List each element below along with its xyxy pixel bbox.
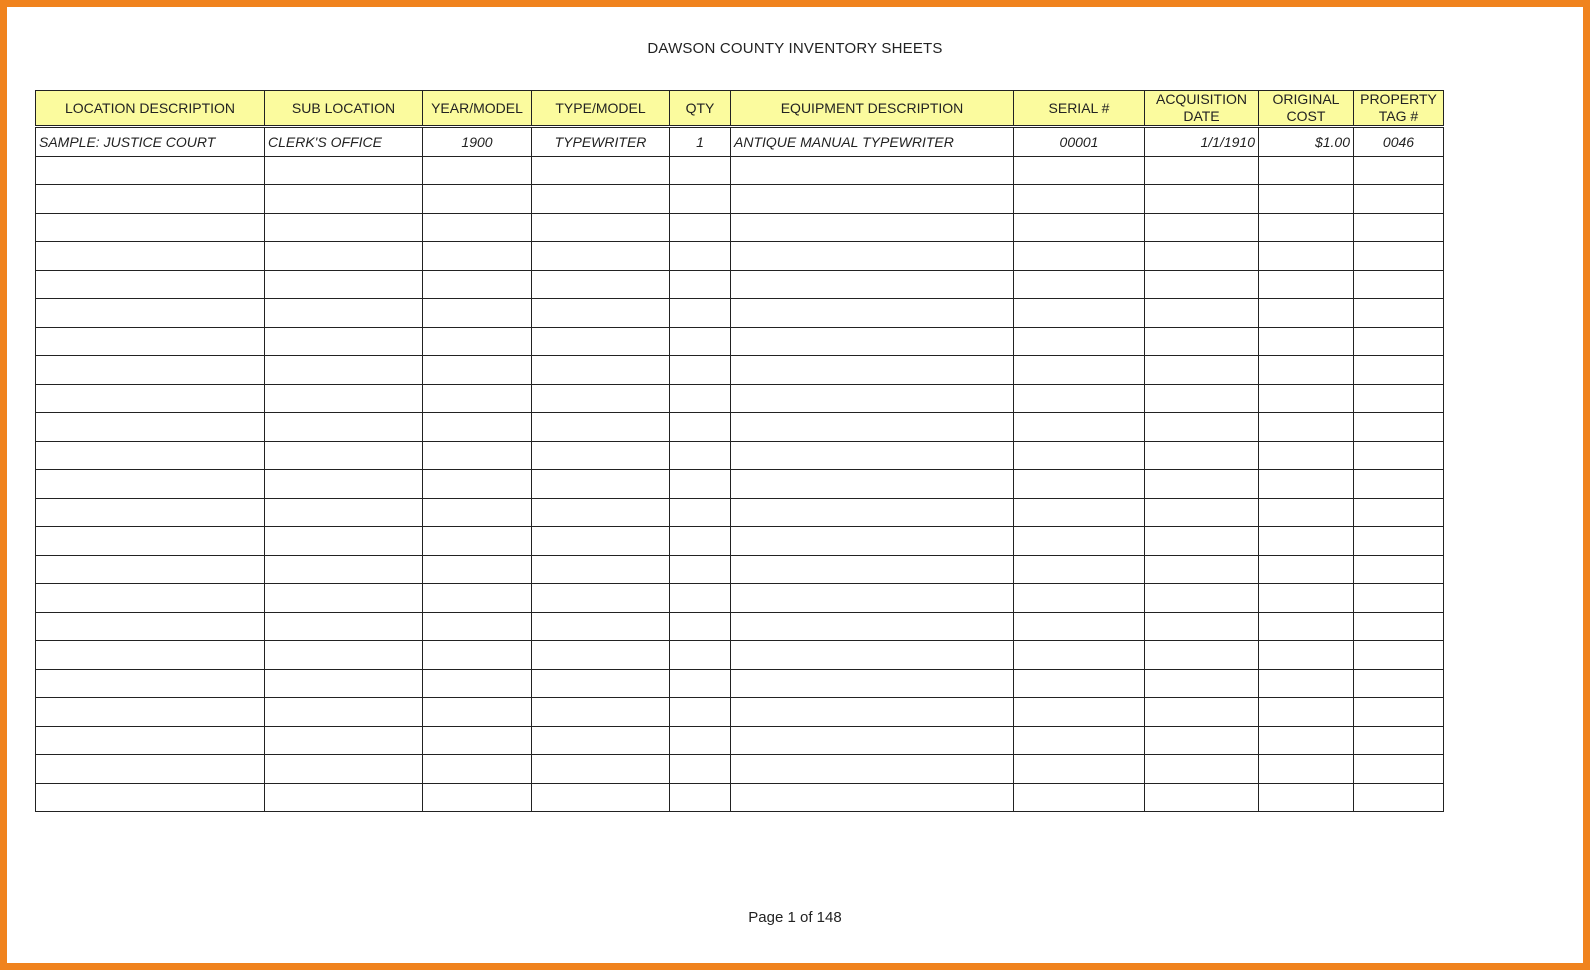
cell-type-model — [532, 413, 670, 442]
cell-sub-location — [265, 327, 423, 356]
cell-sub-location — [265, 726, 423, 755]
cell-original-cost — [1259, 213, 1354, 242]
cell-year-model — [423, 213, 532, 242]
cell-sub-location — [265, 698, 423, 727]
cell-acquisition-date — [1145, 299, 1259, 328]
cell-year-model — [423, 384, 532, 413]
cell-property-tag — [1354, 669, 1444, 698]
cell-acquisition-date — [1145, 755, 1259, 784]
cell-qty — [670, 555, 731, 584]
cell-equipment-description — [731, 327, 1014, 356]
cell-type-model — [532, 185, 670, 214]
cell-qty — [670, 726, 731, 755]
table-row — [36, 327, 1444, 356]
cell-year-model — [423, 641, 532, 670]
table-row — [36, 726, 1444, 755]
cell-location-description: SAMPLE: JUSTICE COURT — [36, 127, 265, 157]
cell-original-cost — [1259, 783, 1354, 812]
header-property-tag: PROPERTY TAG # — [1354, 91, 1444, 127]
cell-equipment-description — [731, 356, 1014, 385]
cell-acquisition-date — [1145, 413, 1259, 442]
table-row — [36, 127, 1444, 157]
cell-qty — [670, 384, 731, 413]
cell-serial — [1014, 213, 1145, 242]
cell-year-model — [423, 726, 532, 755]
table-row — [36, 156, 1444, 185]
page-number: Page 1 of 148 — [748, 909, 842, 926]
cell-year-model — [423, 698, 532, 727]
cell-original-cost — [1259, 555, 1354, 584]
table-row — [36, 185, 1444, 214]
cell-sub-location — [265, 185, 423, 214]
cell-property-tag — [1354, 527, 1444, 556]
cell-serial: 00001 — [1014, 127, 1145, 157]
cell-equipment-description — [731, 584, 1014, 613]
cell-original-cost — [1259, 641, 1354, 670]
cell-location-description — [36, 726, 265, 755]
cell-acquisition-date — [1145, 584, 1259, 613]
cell-type-model — [532, 299, 670, 328]
cell-equipment-description: ANTIQUE MANUAL TYPEWRITER — [731, 127, 1014, 157]
cell-sub-location — [265, 441, 423, 470]
table-row — [36, 242, 1444, 271]
cell-sub-location — [265, 270, 423, 299]
cell-property-tag — [1354, 441, 1444, 470]
cell-serial — [1014, 698, 1145, 727]
cell-original-cost: $1.00 — [1259, 127, 1354, 157]
cell-sub-location — [265, 384, 423, 413]
cell-type-model — [532, 384, 670, 413]
cell-property-tag — [1354, 755, 1444, 784]
cell-type-model — [532, 783, 670, 812]
cell-qty — [670, 527, 731, 556]
cell-qty — [670, 783, 731, 812]
cell-property-tag — [1354, 698, 1444, 727]
cell-year-model — [423, 669, 532, 698]
cell-qty — [670, 242, 731, 271]
cell-property-tag — [1354, 470, 1444, 499]
cell-year-model — [423, 242, 532, 271]
inventory-table — [35, 90, 1444, 812]
cell-equipment-description — [731, 413, 1014, 442]
cell-property-tag — [1354, 185, 1444, 214]
cell-year-model — [423, 783, 532, 812]
cell-year-model — [423, 356, 532, 385]
cell-original-cost — [1259, 384, 1354, 413]
cell-year-model — [423, 299, 532, 328]
cell-year-model — [423, 441, 532, 470]
cell-acquisition-date — [1145, 185, 1259, 214]
cell-property-tag — [1354, 242, 1444, 271]
cell-type-model — [532, 441, 670, 470]
cell-year-model — [423, 498, 532, 527]
cell-location-description — [36, 327, 265, 356]
cell-type-model — [532, 356, 670, 385]
cell-equipment-description — [731, 783, 1014, 812]
cell-type-model — [532, 584, 670, 613]
cell-qty — [670, 498, 731, 527]
cell-type-model — [532, 527, 670, 556]
cell-equipment-description — [731, 441, 1014, 470]
cell-equipment-description — [731, 270, 1014, 299]
cell-qty — [670, 612, 731, 641]
header-qty: QTY — [670, 91, 731, 127]
table-row — [36, 669, 1444, 698]
cell-sub-location — [265, 641, 423, 670]
cell-type-model — [532, 641, 670, 670]
table-row — [36, 527, 1444, 556]
cell-equipment-description — [731, 612, 1014, 641]
cell-serial — [1014, 156, 1145, 185]
header-sub-location: SUB LOCATION — [265, 91, 423, 127]
cell-qty — [670, 584, 731, 613]
cell-qty — [670, 327, 731, 356]
cell-serial — [1014, 384, 1145, 413]
cell-acquisition-date — [1145, 384, 1259, 413]
cell-location-description — [36, 641, 265, 670]
cell-location-description — [36, 384, 265, 413]
cell-serial — [1014, 555, 1145, 584]
cell-year-model — [423, 413, 532, 442]
cell-equipment-description — [731, 213, 1014, 242]
cell-equipment-description — [731, 669, 1014, 698]
cell-qty — [670, 669, 731, 698]
table-row — [36, 555, 1444, 584]
cell-year-model: 1900 — [423, 127, 532, 157]
cell-sub-location — [265, 555, 423, 584]
cell-location-description — [36, 356, 265, 385]
cell-acquisition-date — [1145, 470, 1259, 499]
cell-sub-location — [265, 612, 423, 641]
cell-acquisition-date — [1145, 270, 1259, 299]
cell-equipment-description — [731, 698, 1014, 727]
cell-serial — [1014, 527, 1145, 556]
cell-equipment-description — [731, 185, 1014, 214]
cell-serial — [1014, 755, 1145, 784]
cell-original-cost — [1259, 413, 1354, 442]
cell-location-description — [36, 498, 265, 527]
cell-serial — [1014, 356, 1145, 385]
header-row — [36, 91, 1444, 127]
header-year-model: YEAR/MODEL — [423, 91, 532, 127]
cell-location-description — [36, 185, 265, 214]
cell-acquisition-date — [1145, 242, 1259, 271]
cell-year-model — [423, 612, 532, 641]
cell-property-tag — [1354, 413, 1444, 442]
cell-location-description — [36, 242, 265, 271]
table-row — [36, 384, 1444, 413]
cell-acquisition-date — [1145, 327, 1259, 356]
table-row — [36, 612, 1444, 641]
cell-type-model — [532, 755, 670, 784]
cell-sub-location — [265, 584, 423, 613]
cell-property-tag — [1354, 555, 1444, 584]
cell-location-description — [36, 270, 265, 299]
cell-property-tag — [1354, 641, 1444, 670]
cell-type-model — [532, 498, 670, 527]
cell-original-cost — [1259, 470, 1354, 499]
cell-location-description — [36, 213, 265, 242]
cell-original-cost — [1259, 156, 1354, 185]
cell-location-description — [36, 527, 265, 556]
cell-year-model — [423, 470, 532, 499]
cell-property-tag — [1354, 270, 1444, 299]
cell-location-description — [36, 413, 265, 442]
cell-original-cost — [1259, 612, 1354, 641]
cell-location-description — [36, 783, 265, 812]
cell-original-cost — [1259, 299, 1354, 328]
cell-sub-location — [265, 213, 423, 242]
cell-location-description — [36, 470, 265, 499]
cell-equipment-description — [731, 726, 1014, 755]
table-row — [36, 441, 1444, 470]
cell-acquisition-date — [1145, 498, 1259, 527]
cell-property-tag — [1354, 327, 1444, 356]
cell-sub-location — [265, 755, 423, 784]
cell-qty — [670, 156, 731, 185]
cell-original-cost — [1259, 669, 1354, 698]
table-row — [36, 413, 1444, 442]
cell-serial — [1014, 584, 1145, 613]
table-row — [36, 299, 1444, 328]
cell-qty — [670, 698, 731, 727]
cell-serial — [1014, 669, 1145, 698]
cell-year-model — [423, 755, 532, 784]
cell-location-description — [36, 584, 265, 613]
cell-property-tag: 0046 — [1354, 127, 1444, 157]
cell-qty — [670, 755, 731, 784]
cell-equipment-description — [731, 384, 1014, 413]
cell-type-model — [532, 327, 670, 356]
cell-serial — [1014, 242, 1145, 271]
table-row — [36, 698, 1444, 727]
cell-equipment-description — [731, 641, 1014, 670]
header-serial: SERIAL # — [1014, 91, 1145, 127]
cell-serial — [1014, 441, 1145, 470]
cell-original-cost — [1259, 270, 1354, 299]
cell-year-model — [423, 555, 532, 584]
cell-sub-location — [265, 242, 423, 271]
cell-equipment-description — [731, 156, 1014, 185]
cell-serial — [1014, 612, 1145, 641]
cell-acquisition-date — [1145, 612, 1259, 641]
cell-qty — [670, 213, 731, 242]
cell-serial — [1014, 783, 1145, 812]
table-row — [36, 356, 1444, 385]
cell-type-model — [532, 555, 670, 584]
cell-serial — [1014, 413, 1145, 442]
cell-acquisition-date — [1145, 698, 1259, 727]
table-row — [36, 213, 1444, 242]
header-equipment-description: EQUIPMENT DESCRIPTION — [731, 91, 1014, 127]
cell-qty — [670, 641, 731, 670]
cell-acquisition-date — [1145, 641, 1259, 670]
cell-sub-location: CLERK'S OFFICE — [265, 127, 423, 157]
cell-property-tag — [1354, 356, 1444, 385]
cell-original-cost — [1259, 698, 1354, 727]
cell-acquisition-date — [1145, 213, 1259, 242]
cell-property-tag — [1354, 498, 1444, 527]
cell-type-model — [532, 213, 670, 242]
cell-location-description — [36, 156, 265, 185]
cell-sub-location — [265, 498, 423, 527]
cell-equipment-description — [731, 470, 1014, 499]
cell-sub-location — [265, 413, 423, 442]
cell-property-tag — [1354, 384, 1444, 413]
table-row — [36, 584, 1444, 613]
cell-equipment-description — [731, 299, 1014, 328]
cell-location-description — [36, 555, 265, 584]
cell-original-cost — [1259, 441, 1354, 470]
cell-type-model: TYPEWRITER — [532, 127, 670, 157]
cell-year-model — [423, 185, 532, 214]
table-row — [36, 641, 1444, 670]
cell-acquisition-date: 1/1/1910 — [1145, 127, 1259, 157]
header-type-model: TYPE/MODEL — [532, 91, 670, 127]
cell-serial — [1014, 270, 1145, 299]
cell-original-cost — [1259, 498, 1354, 527]
cell-qty — [670, 441, 731, 470]
cell-location-description — [36, 299, 265, 328]
cell-year-model — [423, 327, 532, 356]
cell-property-tag — [1354, 612, 1444, 641]
cell-location-description — [36, 612, 265, 641]
table-row — [36, 470, 1444, 499]
cell-serial — [1014, 498, 1145, 527]
cell-serial — [1014, 470, 1145, 499]
cell-property-tag — [1354, 584, 1444, 613]
cell-type-model — [532, 612, 670, 641]
cell-location-description — [36, 698, 265, 727]
cell-acquisition-date — [1145, 156, 1259, 185]
cell-acquisition-date — [1145, 726, 1259, 755]
cell-original-cost — [1259, 527, 1354, 556]
cell-sub-location — [265, 527, 423, 556]
cell-sub-location — [265, 669, 423, 698]
table-row — [36, 783, 1444, 812]
cell-serial — [1014, 327, 1145, 356]
cell-sub-location — [265, 156, 423, 185]
cell-equipment-description — [731, 498, 1014, 527]
cell-qty — [670, 356, 731, 385]
cell-acquisition-date — [1145, 783, 1259, 812]
cell-acquisition-date — [1145, 356, 1259, 385]
document-title: DAWSON COUNTY INVENTORY SHEETS — [647, 40, 943, 57]
cell-original-cost — [1259, 185, 1354, 214]
cell-serial — [1014, 726, 1145, 755]
cell-equipment-description — [731, 555, 1014, 584]
cell-qty — [670, 470, 731, 499]
cell-type-model — [532, 270, 670, 299]
cell-qty: 1 — [670, 127, 731, 157]
cell-location-description — [36, 441, 265, 470]
cell-type-model — [532, 242, 670, 271]
header-acquisition-date: ACQUISITION DATE — [1145, 91, 1259, 127]
cell-serial — [1014, 641, 1145, 670]
cell-qty — [670, 270, 731, 299]
cell-type-model — [532, 156, 670, 185]
cell-qty — [670, 413, 731, 442]
cell-property-tag — [1354, 783, 1444, 812]
cell-property-tag — [1354, 299, 1444, 328]
cell-original-cost — [1259, 356, 1354, 385]
cell-original-cost — [1259, 242, 1354, 271]
cell-equipment-description — [731, 242, 1014, 271]
cell-serial — [1014, 299, 1145, 328]
header-location-description: LOCATION DESCRIPTION — [36, 91, 265, 127]
cell-year-model — [423, 527, 532, 556]
table-row — [36, 270, 1444, 299]
cell-original-cost — [1259, 755, 1354, 784]
cell-property-tag — [1354, 726, 1444, 755]
cell-sub-location — [265, 299, 423, 328]
cell-original-cost — [1259, 327, 1354, 356]
cell-type-model — [532, 470, 670, 499]
cell-equipment-description — [731, 755, 1014, 784]
cell-type-model — [532, 669, 670, 698]
cell-acquisition-date — [1145, 555, 1259, 584]
cell-original-cost — [1259, 584, 1354, 613]
cell-type-model — [532, 698, 670, 727]
cell-serial — [1014, 185, 1145, 214]
cell-year-model — [423, 156, 532, 185]
cell-acquisition-date — [1145, 669, 1259, 698]
inventory-table-body — [36, 127, 1444, 812]
cell-sub-location — [265, 783, 423, 812]
cell-qty — [670, 185, 731, 214]
cell-year-model — [423, 584, 532, 613]
cell-sub-location — [265, 356, 423, 385]
cell-qty — [670, 299, 731, 328]
cell-location-description — [36, 669, 265, 698]
cell-property-tag — [1354, 213, 1444, 242]
cell-equipment-description — [731, 527, 1014, 556]
cell-sub-location — [265, 470, 423, 499]
cell-acquisition-date — [1145, 527, 1259, 556]
cell-location-description — [36, 755, 265, 784]
cell-year-model — [423, 270, 532, 299]
header-original-cost: ORIGINAL COST — [1259, 91, 1354, 127]
table-row — [36, 755, 1444, 784]
cell-property-tag — [1354, 156, 1444, 185]
cell-acquisition-date — [1145, 441, 1259, 470]
table-row — [36, 498, 1444, 527]
cell-original-cost — [1259, 726, 1354, 755]
cell-type-model — [532, 726, 670, 755]
